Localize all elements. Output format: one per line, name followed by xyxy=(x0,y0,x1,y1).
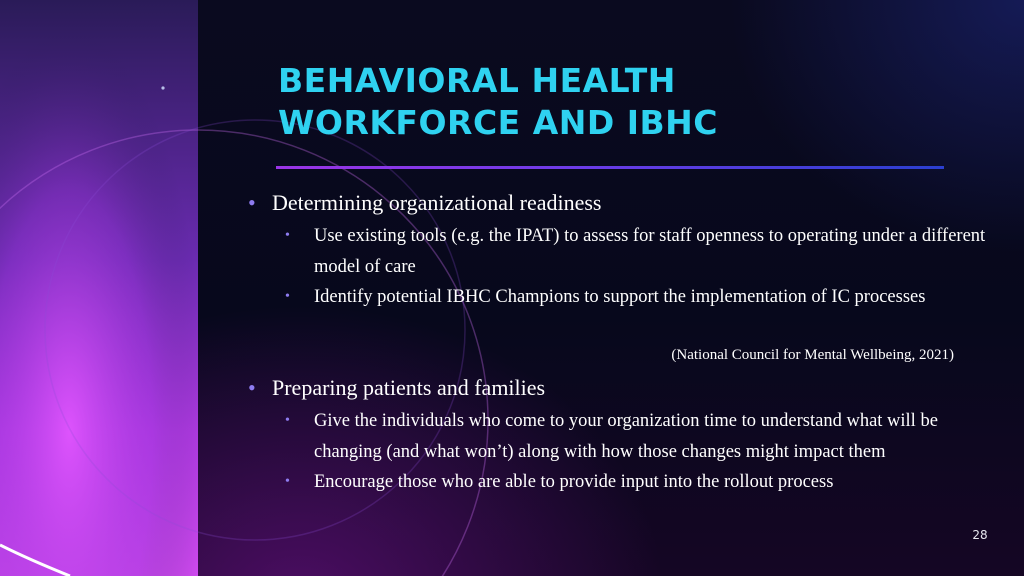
bullet-level2 xyxy=(248,221,988,282)
bullet-level2 xyxy=(248,282,988,313)
bullet-text: Give the individuals who come to your organization time to understand what will be changing (and what won’t) along with how those changes might impact them xyxy=(314,411,938,462)
section-readiness xyxy=(248,188,988,363)
bullet-text: Encourage those who are able to provide input into the rollout process xyxy=(314,472,834,492)
bullet-dot-icon: • xyxy=(285,413,290,428)
bullet-dot-icon: • xyxy=(285,474,290,489)
decor-dot xyxy=(161,86,164,89)
bullet-level2 xyxy=(248,406,988,467)
section-heading: Preparing patients and families xyxy=(272,375,546,400)
bullet-dot-icon: • xyxy=(285,228,290,243)
bullet-level1 xyxy=(248,373,988,403)
bullet-level2 xyxy=(248,467,988,498)
citation: (National Council for Mental Wellbeing, 2021) xyxy=(671,347,954,363)
bullet-level1 xyxy=(248,188,988,218)
page-number: 28 xyxy=(972,528,988,542)
title-divider xyxy=(276,166,944,169)
section-patients xyxy=(248,373,988,498)
left-panel-glow xyxy=(0,0,198,576)
bullet-text: Use existing tools (e.g. the IPAT) to assess for staff openness to operating under a different model of care xyxy=(314,226,986,277)
bullet-text: Identify potential IBHC Champions to support the implementation of IC processes xyxy=(314,287,926,307)
slide-body xyxy=(248,188,988,492)
title-line-1: BEHAVIORAL HEALTH xyxy=(278,61,676,100)
bullet-dot-icon: • xyxy=(285,289,290,304)
section-heading: Determining organizational readiness xyxy=(272,190,602,215)
slide-title xyxy=(278,60,958,144)
bullet-dot-icon: • xyxy=(248,190,256,215)
bullet-dot-icon: • xyxy=(248,375,256,400)
title-line-2: WORKFORCE AND IBHC xyxy=(278,103,718,142)
